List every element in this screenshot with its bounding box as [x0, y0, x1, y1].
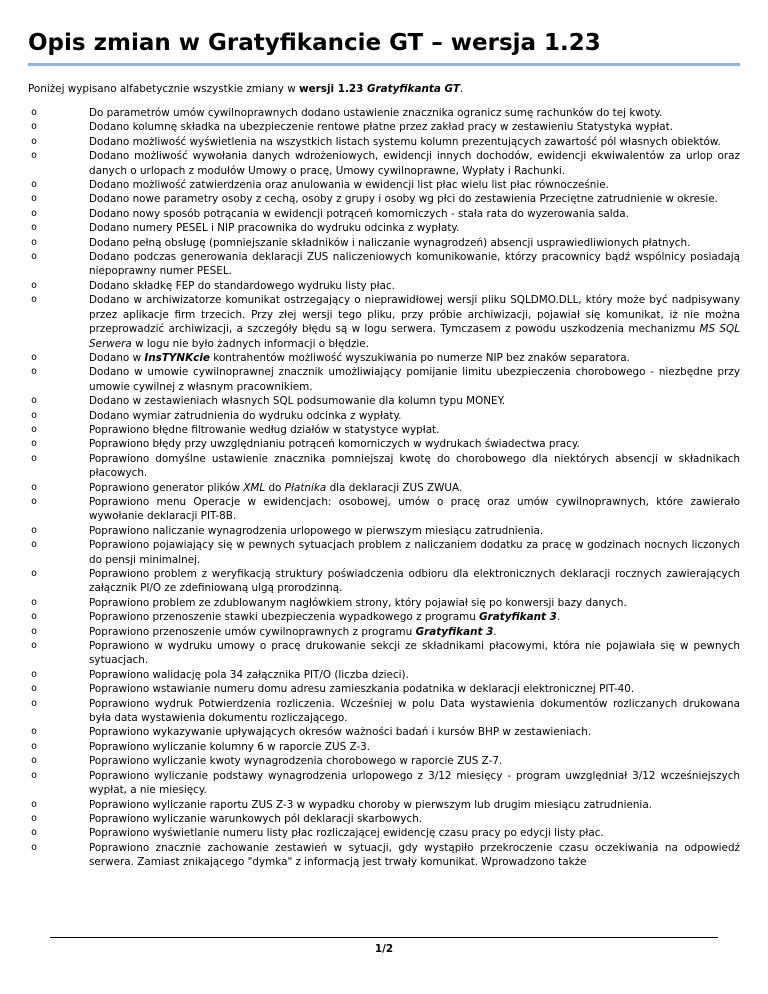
change-item	[28, 754, 740, 768]
change-text: Poprawiono wyświetlanie numeru listy płac rozliczającej ewidencję czasu pracy po edycji listy płac.	[89, 827, 604, 840]
intro-version: wersji 1.23	[299, 83, 367, 95]
change-text: Płatnika	[284, 481, 327, 494]
bullet-icon: o	[31, 683, 38, 695]
change-text: Dodano pełną obsługę (pomniejszanie składników i naliczanie wynagrodzeń) absencji usprawiedliwionych płatnych.	[89, 236, 691, 249]
change-text: MS SQL Serwera	[89, 323, 740, 350]
change-text: Poprawiono wstawianie numeru domu adresu zamieszkania podatnika w deklaracji elektronicznej PIT-40.	[89, 683, 635, 696]
change-text: do	[265, 481, 285, 494]
change-text: Poprawiono generator plików	[89, 481, 244, 494]
change-text: Poprawiono problem ze zdublowanym nagłówkiem strony, który pojawiał się po konwersji bazy danych.	[89, 596, 627, 609]
change-text: .	[493, 625, 497, 638]
change-text: Dodano w zestawieniach własnych SQL podsumowanie dla kolumn typu MONEY.	[89, 395, 506, 408]
change-text: Poprawiono naliczanie wynagrodzenia urlopowego w pierwszym miesiącu zatrudnienia.	[89, 524, 544, 537]
change-item	[28, 236, 740, 250]
bullet-icon: o	[31, 193, 38, 205]
change-text: Dodano w	[89, 351, 145, 364]
intro-period: .	[459, 83, 464, 95]
change-item	[28, 192, 740, 206]
change-item	[28, 668, 740, 682]
change-item	[28, 250, 740, 279]
change-item	[28, 423, 740, 437]
change-text: Poprawiono wyliczanie warunkowych pól deklaracji skarbowych.	[89, 812, 423, 825]
changes-list	[28, 106, 740, 870]
change-item	[28, 365, 740, 394]
bullet-icon: o	[31, 366, 38, 378]
change-text: Poprawiono wyliczanie kolumny 6 w raporcie ZUS Z-3.	[89, 740, 371, 753]
bullet-icon: o	[31, 539, 38, 551]
change-item	[28, 596, 740, 610]
bullet-icon: o	[31, 294, 38, 306]
bullet-icon: o	[31, 726, 38, 738]
change-text: Dodano możliwość wywołania danych wdrożeniowych, ewidencji innych dochodów, ewidencji ekwiwalentów za urlop oraz danych o urlopach z modułów Umowy o pracę, Umowy cywilnoprawne, Wypłaty i Rachunki.	[89, 150, 740, 177]
bullet-icon: o	[31, 135, 38, 147]
intro-text: Poniżej wypisano alfabetycznie wszystkie zmiany w	[28, 83, 300, 95]
bullet-icon: o	[31, 279, 38, 291]
bullet-icon: o	[31, 668, 38, 680]
bullet-icon: o	[31, 755, 38, 767]
change-item	[28, 567, 740, 596]
change-text: Poprawiono wydruk Potwierdzenia rozliczenia. Wcześniej w polu Data wystawienia dokumentów rozliczanych drukowana była data wystawienia dokumentu rozliczającego.	[89, 697, 740, 725]
change-text: Dodano podczas generowania deklaracji ZUS naliczeniowych komunikowanie, którzy pracownicy bądź wspólnicy posiadają niepoprawny numer PESEL.	[89, 251, 740, 278]
change-item	[28, 481, 740, 495]
change-item	[28, 437, 740, 451]
change-text: Poprawiono przenoszenie stawki ubezpieczenia wypadkowego z programu	[89, 611, 480, 624]
change-text: Poprawiono w wydruku umowy o pracę drukowanie sekcji ze składnikami płacowymi, która nie pojawiała się w pewnych sytuacjach.	[89, 640, 740, 667]
intro-paragraph	[28, 82, 463, 96]
change-text: Poprawiono błędy przy uwzględnianiu potrąceń komorniczych w wydrukach świadectwa pracy.	[89, 438, 580, 451]
change-item	[28, 221, 740, 235]
bullet-icon: o	[31, 150, 38, 162]
change-item	[28, 351, 740, 365]
change-item	[28, 841, 740, 870]
bullet-icon: o	[31, 207, 38, 219]
change-text: InsTYNKcie	[144, 351, 210, 364]
bullet-icon: o	[31, 495, 38, 507]
change-item	[28, 178, 740, 192]
bullet-icon: o	[31, 611, 38, 623]
bullet-icon: o	[31, 409, 38, 421]
change-item	[28, 207, 740, 221]
change-item	[28, 610, 740, 624]
bullet-icon: o	[31, 524, 38, 536]
bullet-icon: o	[31, 121, 38, 133]
change-text: Poprawiono problem z weryfikacją struktury poświadczenia odbioru dla elektronicznych deklaracji rocznych zawierających załącznik PI/O ze zdefiniowaną ulgą prorodzinną.	[89, 568, 740, 595]
change-text: dla deklaracji ZUS ZWUA.	[326, 481, 463, 494]
change-text: Poprawiono menu Operacje w ewidencjach: osobowej, umów o pracę oraz umów cywilnoprawnych, które zawierało wywołanie deklaracji PIT-8B.	[89, 495, 740, 523]
change-text: Gratyfikant 3	[479, 611, 557, 624]
bullet-icon: o	[31, 452, 38, 464]
change-item	[28, 293, 740, 351]
change-text: Poprawiono walidację pola 34 załącznika PIT/O (liczba dzieci).	[89, 668, 409, 681]
change-text: Dodano nowy sposób potrącania w ewidencji potrąceń komorniczych - stała rata do wyzerowania salda.	[89, 207, 629, 220]
change-item	[28, 639, 740, 668]
change-item	[28, 625, 740, 639]
bullet-icon: o	[31, 640, 38, 652]
bullet-icon: o	[31, 568, 38, 579]
change-text: Poprawiono pojawiający się w pewnych sytuacjach problem z naliczaniem dodatku za pracę w godzinach nocnych liczonych do pensji minimalnej.	[89, 539, 740, 566]
bullet-icon: o	[31, 438, 38, 450]
change-item	[28, 538, 740, 567]
change-text: kontrahentów możliwość wyszukiwania po numerze NIP bez znaków separatora.	[209, 351, 630, 364]
change-item	[28, 495, 740, 524]
change-text: .	[556, 611, 561, 624]
bullet-icon: o	[31, 740, 38, 752]
bullet-icon: o	[31, 812, 38, 824]
bullet-icon: o	[31, 841, 38, 853]
change-text: Poprawiono wyliczanie kwoty wynagrodzenia chorobowego w raporcie ZUS Z-7.	[89, 755, 503, 768]
bullet-icon: o	[31, 625, 38, 637]
bullet-icon: o	[31, 769, 38, 781]
change-item	[28, 769, 740, 798]
footer-rule	[50, 937, 718, 938]
change-text: Gratyfikant 3	[415, 625, 494, 638]
bullet-icon: o	[31, 798, 38, 810]
change-text: w logu nie było żadnych informacji o błędzie.	[131, 337, 369, 350]
bullet-icon: o	[31, 827, 38, 839]
bullet-icon: o	[31, 697, 38, 709]
change-text: Dodano wymiar zatrudnienia do wydruku odcinka z wypłaty.	[89, 409, 402, 422]
bullet-icon: o	[31, 107, 38, 118]
change-text: Poprawiono wyliczanie podstawy wynagrodzenia urlopowego z 3/12 miesięcy - program uwzględniał 3/12 wcześniejszych wypłat, a nie miesięcy.	[89, 769, 740, 797]
change-item	[28, 135, 740, 149]
bullet-icon: o	[31, 395, 38, 407]
bullet-icon: o	[31, 596, 38, 608]
change-text: Poprawiono przenoszenie umów cywilnoprawnych z programu	[89, 625, 416, 638]
change-item	[28, 812, 740, 826]
change-text: Dodano nowe parametry osoby z cechą, osoby z grupy i osoby wg płci do zestawienia Przeciętne zatrudnienie w okresie.	[89, 193, 718, 206]
change-item	[28, 106, 740, 120]
change-item	[28, 279, 740, 293]
bullet-icon: o	[31, 481, 38, 493]
bullet-icon: o	[31, 351, 38, 363]
change-text: Do parametrów umów cywilnoprawnych dodano ustawienie znacznika ogranicz sumę rachunków do tej kwoty.	[89, 107, 663, 119]
change-item	[28, 452, 740, 481]
change-text: Poprawiono wyliczanie raportu ZUS Z-3 w wypadku choroby w pierwszym lub drugim miesiącu zatrudnienia.	[89, 798, 652, 811]
bullet-icon: o	[31, 222, 38, 234]
page-number: 1/2	[374, 943, 394, 955]
change-item	[28, 697, 740, 726]
change-text: Dodano możliwość zatwierdzenia oraz anulowania w ewidencji list płac wielu list płac równocześnie.	[89, 179, 609, 192]
bullet-icon: o	[31, 251, 38, 263]
change-item	[28, 725, 740, 739]
change-text: Poprawiono domyślne ustawienie znacznika pomniejszaj kwotę do chorobowego dla niektórych absencji w składnikach płacowych.	[89, 452, 740, 480]
change-item	[28, 682, 740, 696]
change-item	[28, 149, 740, 178]
change-text: Dodano kolumnę składka na ubezpieczenie rentowe płatne przez zakład pracy w zestawieniu Statystyka wypłat.	[89, 121, 674, 134]
change-item	[28, 120, 740, 134]
change-text: Dodano w archiwizatorze komunikat ostrzegający o nieprawidłowej wersji pliku SQLDMO.DLL, który może być nadpisywany przez aplikacje firm trzecich. Przy złej wersji tego pliku, przy próbie archiwizacji, pojawiał się komunikat, iż nie można przeprowadzić archiwizacji, a szczegóły błędu są w logu serwera. Tymczasem z powodu uszkodzenia mechanizmu	[89, 294, 740, 336]
change-text: Dodano numery PESEL i NIP pracownika do wydruku odcinka z wypłaty.	[89, 222, 460, 235]
change-text: Dodano możliwość wyświetlenia na wszystkich listach systemu kolumn prezentujących zawartość pól własnych obiektów.	[89, 135, 721, 148]
change-item	[28, 394, 740, 408]
change-item	[28, 798, 740, 812]
document-title: Opis zmian w Gratyfikancie GT – wersja 1.23	[28, 30, 601, 56]
change-text: Poprawiono błędne filtrowanie według działów w statystyce wypłat.	[89, 423, 440, 436]
change-text: Poprawiono znacznie zachowanie zestawień w sytuacji, gdy wystąpiło przekroczenie czasu oczekiwania na odpowiedź serwera. Zamiast znikającego "dymka" z informacją jest trwały komunikat. Wprowadzono także	[89, 841, 740, 869]
change-text: XML	[243, 481, 266, 494]
change-text: Poprawiono wykazywanie upływających okresów ważności badań i kursów BHP w zestawieniach.	[89, 726, 592, 739]
change-item	[28, 826, 740, 840]
title-underline	[28, 63, 740, 66]
change-text: Dodano składkę FEP do standardowego wydruku listy płac.	[89, 279, 395, 292]
change-text: Dodano w umowie cywilnoprawnej znacznik umożliwiający pomijanie limitu ubezpieczenia chorobowego - niezbędne przy umowie cywilnej z własnym pracownikiem.	[89, 366, 740, 393]
bullet-icon: o	[31, 179, 38, 191]
change-item	[28, 740, 740, 754]
bullet-icon: o	[31, 236, 38, 248]
bullet-icon: o	[31, 423, 38, 435]
change-item	[28, 409, 740, 423]
change-item	[28, 524, 740, 538]
intro-product-name: Gratyfikanta GT	[366, 83, 460, 95]
